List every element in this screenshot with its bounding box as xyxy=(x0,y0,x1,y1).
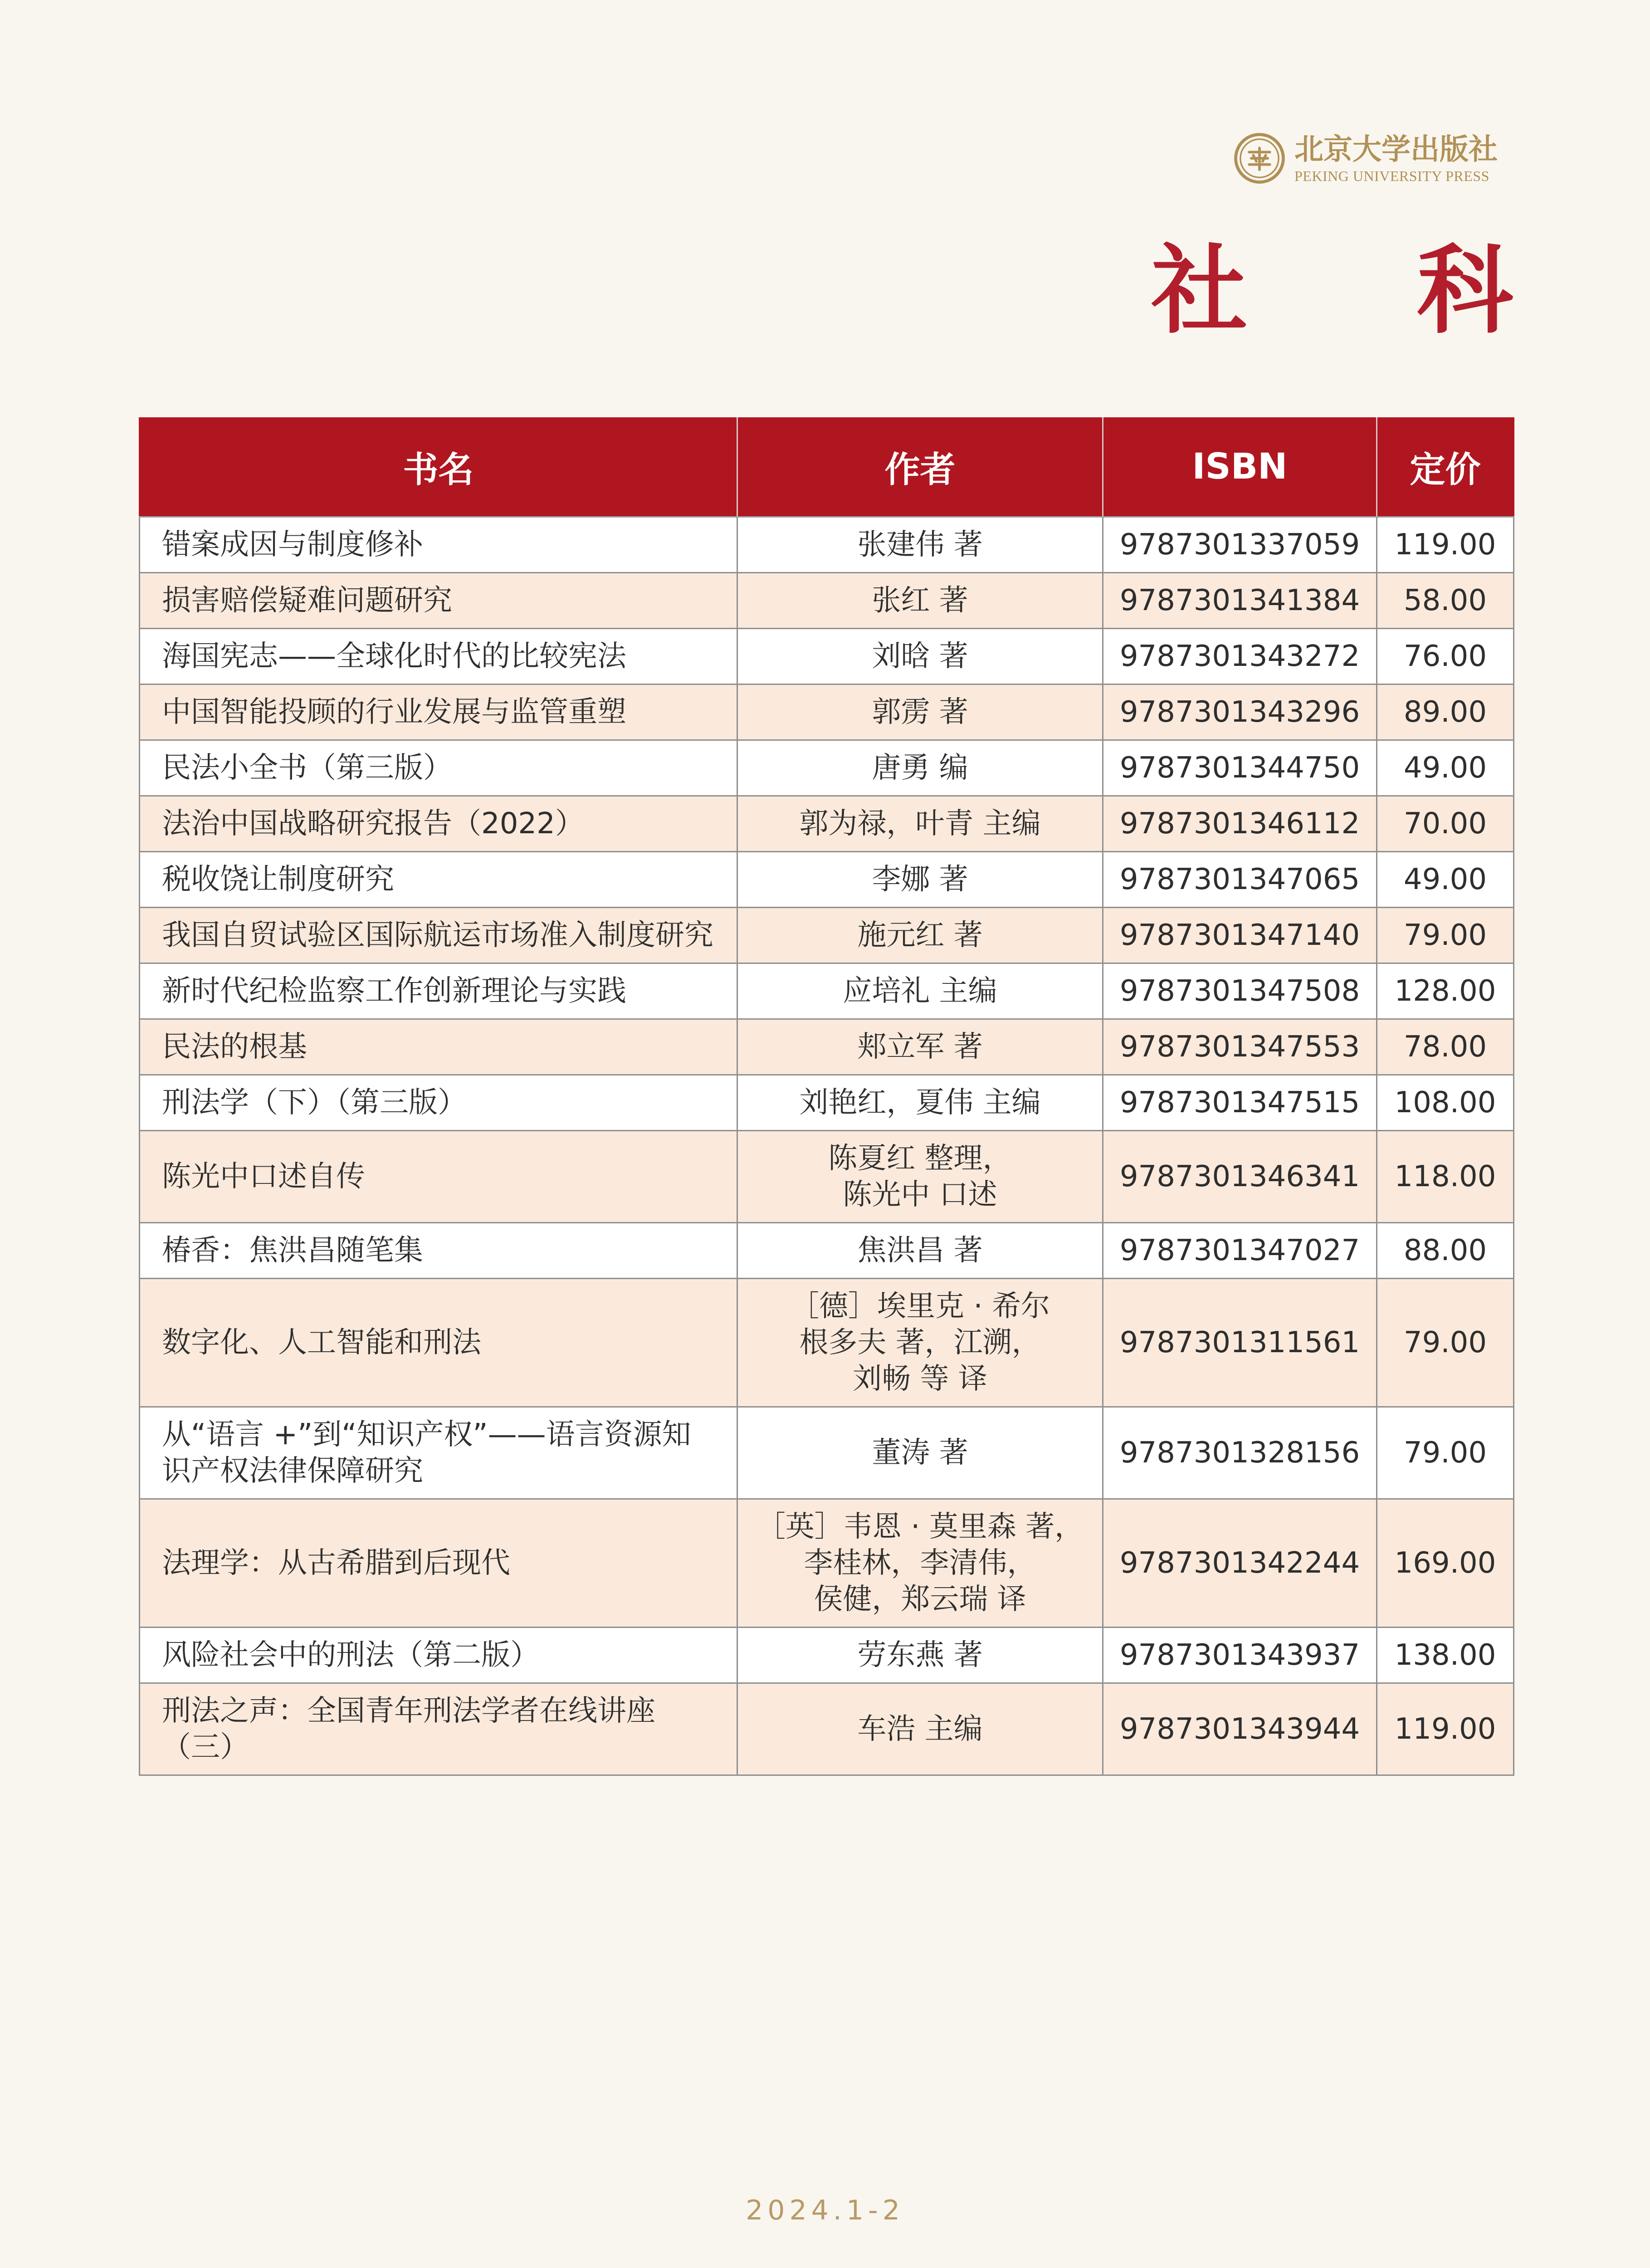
table-row xyxy=(140,1407,1514,1499)
book-isbn-cell: 9787301347065 xyxy=(1103,852,1377,908)
book-author-cell: 陈夏红 整理， 陈光中 口述 xyxy=(737,1131,1103,1223)
book-author-cell: 刘艳红，夏伟 主编 xyxy=(737,1075,1103,1131)
table-row xyxy=(140,1131,1514,1223)
pku-seal-icon xyxy=(1234,132,1285,184)
table-row xyxy=(140,629,1514,684)
book-list-table xyxy=(139,417,1514,1776)
header-title: 书名 xyxy=(140,417,737,517)
book-isbn-cell: 9787301311561 xyxy=(1103,1279,1377,1407)
table-row xyxy=(140,1075,1514,1131)
book-title-cell: 从“语言 +”到“知识产权”——语言资源知识产权法律保障研究 xyxy=(140,1407,737,1499)
header-author: 作者 xyxy=(737,417,1103,517)
publisher-logo xyxy=(1234,131,1510,190)
book-title-cell: 法理学：从古希腊到后现代 xyxy=(140,1499,737,1628)
table-row xyxy=(140,796,1514,852)
book-title-cell: 刑法学（下）（第三版） xyxy=(140,1075,737,1131)
book-price-cell: 138.00 xyxy=(1377,1628,1514,1683)
table-row xyxy=(140,908,1514,963)
book-title-cell: 民法的根基 xyxy=(140,1019,737,1075)
book-isbn-cell: 9787301337059 xyxy=(1103,517,1377,573)
book-price-cell: 118.00 xyxy=(1377,1131,1514,1223)
table-row xyxy=(140,1683,1514,1775)
table-row xyxy=(140,1499,1514,1628)
header-isbn: ISBN xyxy=(1103,417,1377,517)
book-isbn-cell: 9787301343944 xyxy=(1103,1683,1377,1775)
book-price-cell: 89.00 xyxy=(1377,684,1514,740)
book-price-cell: 49.00 xyxy=(1377,852,1514,908)
book-author-cell: 郭为禄，叶青 主编 xyxy=(737,796,1103,852)
book-author-cell: 李娜 著 xyxy=(737,852,1103,908)
book-isbn-cell: 9787301347515 xyxy=(1103,1075,1377,1131)
book-author-cell: 唐勇 编 xyxy=(737,740,1103,796)
publisher-name-cn: 北京大学出版社 xyxy=(1294,132,1498,166)
table-body xyxy=(140,517,1514,1775)
book-price-cell: 119.00 xyxy=(1377,517,1514,573)
book-price-cell: 119.00 xyxy=(1377,1683,1514,1775)
book-title-cell: 我国自贸试验区国际航运市场准入制度研究 xyxy=(140,908,737,963)
book-author-cell: 焦洪昌 著 xyxy=(737,1223,1103,1279)
table-row xyxy=(140,1223,1514,1279)
book-isbn-cell: 9787301341384 xyxy=(1103,573,1377,629)
book-title-cell: 错案成因与制度修补 xyxy=(140,517,737,573)
book-price-cell: 76.00 xyxy=(1377,629,1514,684)
book-isbn-cell: 9787301344750 xyxy=(1103,740,1377,796)
book-title-cell: 新时代纪检监察工作创新理论与实践 xyxy=(140,963,737,1019)
table-header-row xyxy=(140,417,1514,517)
book-title-cell: 陈光中口述自传 xyxy=(140,1131,737,1223)
book-title-cell: 法治中国战略研究报告（2022） xyxy=(140,796,737,852)
book-author-cell: ［德］埃里克 · 希尔 根多夫 著，江溯， 刘畅 等 译 xyxy=(737,1279,1103,1407)
book-title-cell: 民法小全书（第三版） xyxy=(140,740,737,796)
book-isbn-cell: 9787301347508 xyxy=(1103,963,1377,1019)
book-author-cell: 应培礼 主编 xyxy=(737,963,1103,1019)
section-title: 社 科 xyxy=(1151,234,1581,347)
book-author-cell: 张红 著 xyxy=(737,573,1103,629)
book-title-cell: 损害赔偿疑难问题研究 xyxy=(140,573,737,629)
table-row xyxy=(140,517,1514,573)
book-price-cell: 108.00 xyxy=(1377,1075,1514,1131)
book-price-cell: 78.00 xyxy=(1377,1019,1514,1075)
book-title-cell: 中国智能投顾的行业发展与监管重塑 xyxy=(140,684,737,740)
book-price-cell: 58.00 xyxy=(1377,573,1514,629)
book-author-cell: 郏立军 著 xyxy=(737,1019,1103,1075)
header-price: 定价 xyxy=(1377,417,1514,517)
table-row xyxy=(140,963,1514,1019)
book-price-cell: 70.00 xyxy=(1377,796,1514,852)
book-isbn-cell: 9787301346341 xyxy=(1103,1131,1377,1223)
book-title-cell: 风险社会中的刑法（第二版） xyxy=(140,1628,737,1683)
book-isbn-cell: 9787301343272 xyxy=(1103,629,1377,684)
book-title-cell: 数字化、人工智能和刑法 xyxy=(140,1279,737,1407)
book-price-cell: 79.00 xyxy=(1377,1407,1514,1499)
footer-date: 2024.1-2 xyxy=(746,2195,904,2226)
book-author-cell: 劳东燕 著 xyxy=(737,1628,1103,1683)
book-author-cell: 刘晗 著 xyxy=(737,629,1103,684)
table-row xyxy=(140,1628,1514,1683)
book-author-cell: 车浩 主编 xyxy=(737,1683,1103,1775)
table-row xyxy=(140,684,1514,740)
book-price-cell: 79.00 xyxy=(1377,908,1514,963)
book-isbn-cell: 9787301347553 xyxy=(1103,1019,1377,1075)
table-row xyxy=(140,740,1514,796)
book-author-cell: 董涛 著 xyxy=(737,1407,1103,1499)
book-isbn-cell: 9787301342244 xyxy=(1103,1499,1377,1628)
book-author-cell: 郭雳 著 xyxy=(737,684,1103,740)
book-author-cell: 张建伟 著 xyxy=(737,517,1103,573)
table-row xyxy=(140,852,1514,908)
book-isbn-cell: 9787301343937 xyxy=(1103,1628,1377,1683)
book-price-cell: 169.00 xyxy=(1377,1499,1514,1628)
table-row xyxy=(140,1279,1514,1407)
book-price-cell: 79.00 xyxy=(1377,1279,1514,1407)
book-isbn-cell: 9787301328156 xyxy=(1103,1407,1377,1499)
book-price-cell: 49.00 xyxy=(1377,740,1514,796)
book-title-cell: 海国宪志——全球化时代的比较宪法 xyxy=(140,629,737,684)
book-price-cell: 88.00 xyxy=(1377,1223,1514,1279)
book-isbn-cell: 9787301347140 xyxy=(1103,908,1377,963)
book-isbn-cell: 9787301346112 xyxy=(1103,796,1377,852)
table-row xyxy=(140,1019,1514,1075)
book-isbn-cell: 9787301347027 xyxy=(1103,1223,1377,1279)
book-price-cell: 128.00 xyxy=(1377,963,1514,1019)
book-title-cell: 税收饶让制度研究 xyxy=(140,852,737,908)
book-title-cell: 椿香：焦洪昌随笔集 xyxy=(140,1223,737,1279)
book-author-cell: ［英］韦恩 · 莫里森 著， 李桂林，李清伟， 侯健，郑云瑞 译 xyxy=(737,1499,1103,1628)
book-author-cell: 施元红 著 xyxy=(737,908,1103,963)
book-isbn-cell: 9787301343296 xyxy=(1103,684,1377,740)
table-row xyxy=(140,573,1514,629)
book-title-cell: 刑法之声：全国青年刑法学者在线讲座（三） xyxy=(140,1683,737,1775)
publisher-name-en: PEKING UNIVERSITY PRESS xyxy=(1294,168,1489,184)
